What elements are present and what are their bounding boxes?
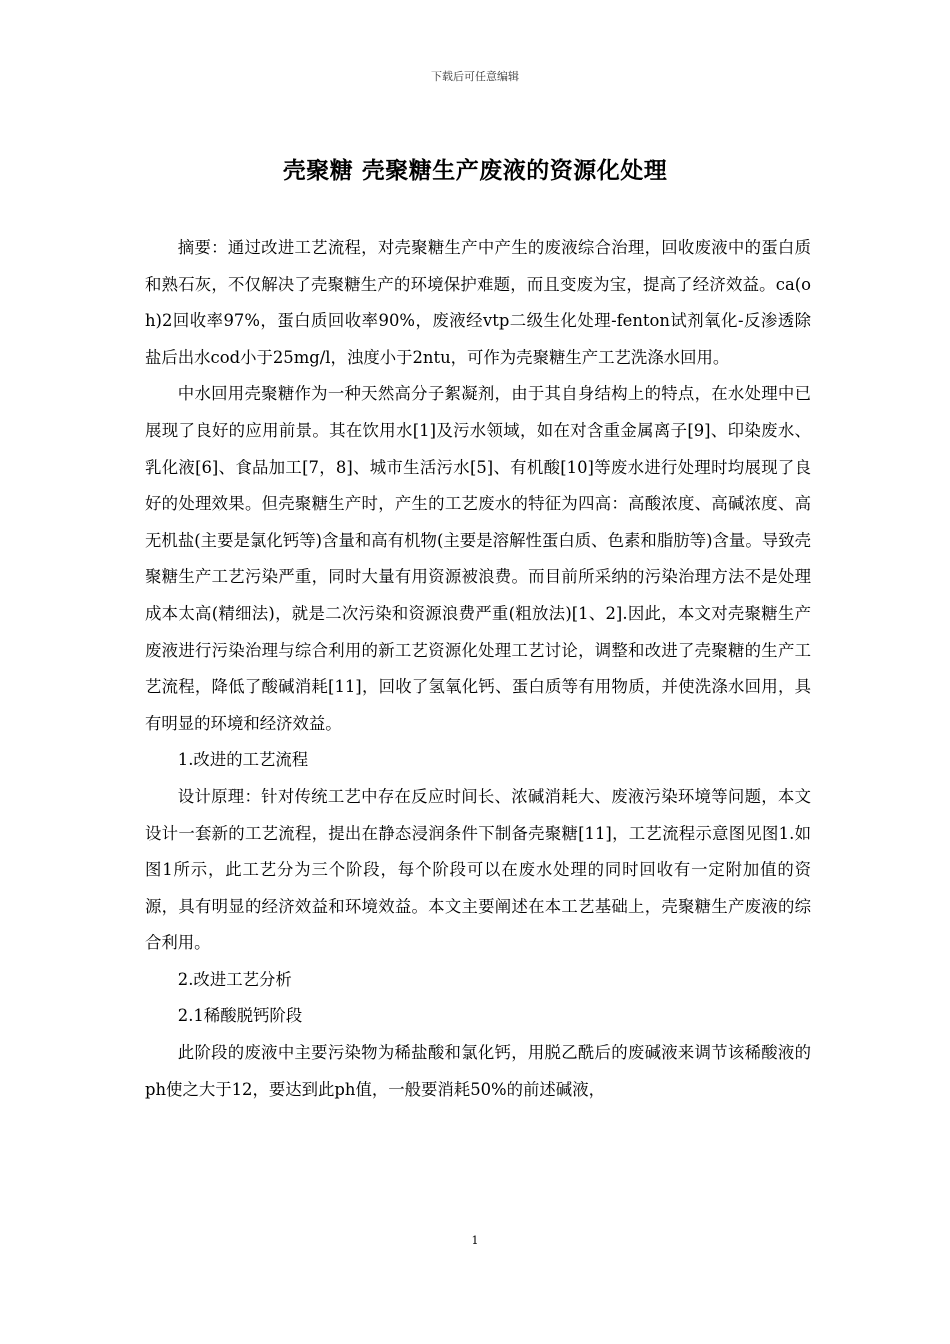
- document-body: [145, 230, 811, 1108]
- header-note: 下载后可任意编辑: [431, 70, 519, 83]
- abstract-paragraph: 摘要：通过改进工艺流程，对壳聚糖生产中产生的废液综合治理，回收废液中的蛋白质和熟石灰，不仅解决了壳聚糖生产的环境保护难题，而且变废为宝，提高了经济效益。ca(oh)2回收率97%，蛋白质回收率90%，废液经vtp二级生化处理-fenton试剂氧化-反渗透除盐后出水cod小于25mg/l，浊度小于2ntu，可作为壳聚糖生产工艺洗涤水回用。: [145, 238, 811, 367]
- decalcification-paragraph: 此阶段的废液中主要污染物为稀盐酸和氯化钙，用脱乙酰后的废碱液来调节该稀酸液的ph使之大于12，要达到此ph值，一般要消耗50%的前述碱液，: [145, 1043, 811, 1099]
- subsection-heading: 2.1稀酸脱钙阶段: [177, 1006, 303, 1026]
- design-principle-paragraph: 设计原理：针对传统工艺中存在反应时间长、浓碱消耗大、废液污染环境等问题，本文设计一套新的工艺流程，提出在静态浸润条件下制备壳聚糖[11]，工艺流程示意图见图1.如图1所示，此工艺分为三个阶段，每个阶段可以在废水处理的同时回收有一定附加值的资源，具有明显的经济效益和环境效益。本文主要阐述在本工艺基础上，壳聚糖生产废液的综合利用。: [145, 786, 811, 953]
- introduction-paragraph: 中水回用壳聚糖作为一种天然高分子絮凝剂，由于其自身结构上的特点，在水处理中已展现了良好的应用前景。其在饮用水[1]及污水领域，如在对含重金属离子[9]、印染废水、乳化液[6]、食品加工[7，8]、城市生活污水[5]、有机酸[10]等废水进行处理时均展现了良好的处理效果。但壳聚糖生产时，产生的工艺废水的特征为四高：高酸浓度、高碱浓度、高无机盐(主要是氯化钙等)含量和高有机物(主要是溶解性蛋白质、色素和脂肪等)含量。导致壳聚糖生产工艺污染严重，同时大量有用资源被浪费。而目前所采纳的污染治理方法不是处理成本太高(精细法)，就是二次污染和资源浪费严重(粗放法)[1、2].因此，本文对壳聚糖生产废液进行污染治理与综合利用的新工艺资源化处理工艺讨论，调整和改进了壳聚糖的生产工艺流程，降低了酸碱消耗[11]，回收了氢氧化钙、蛋白质等有用物质，并使洗涤水回用，具有明显的环境和经济效益。: [145, 384, 811, 733]
- section-heading: 1.改进的工艺流程: [177, 750, 309, 770]
- page-number: 1: [471, 1234, 479, 1247]
- document-title: 壳聚糖 壳聚糖生产废液的资源化处理: [282, 158, 668, 184]
- section-heading: 2.改进工艺分析: [177, 969, 292, 989]
